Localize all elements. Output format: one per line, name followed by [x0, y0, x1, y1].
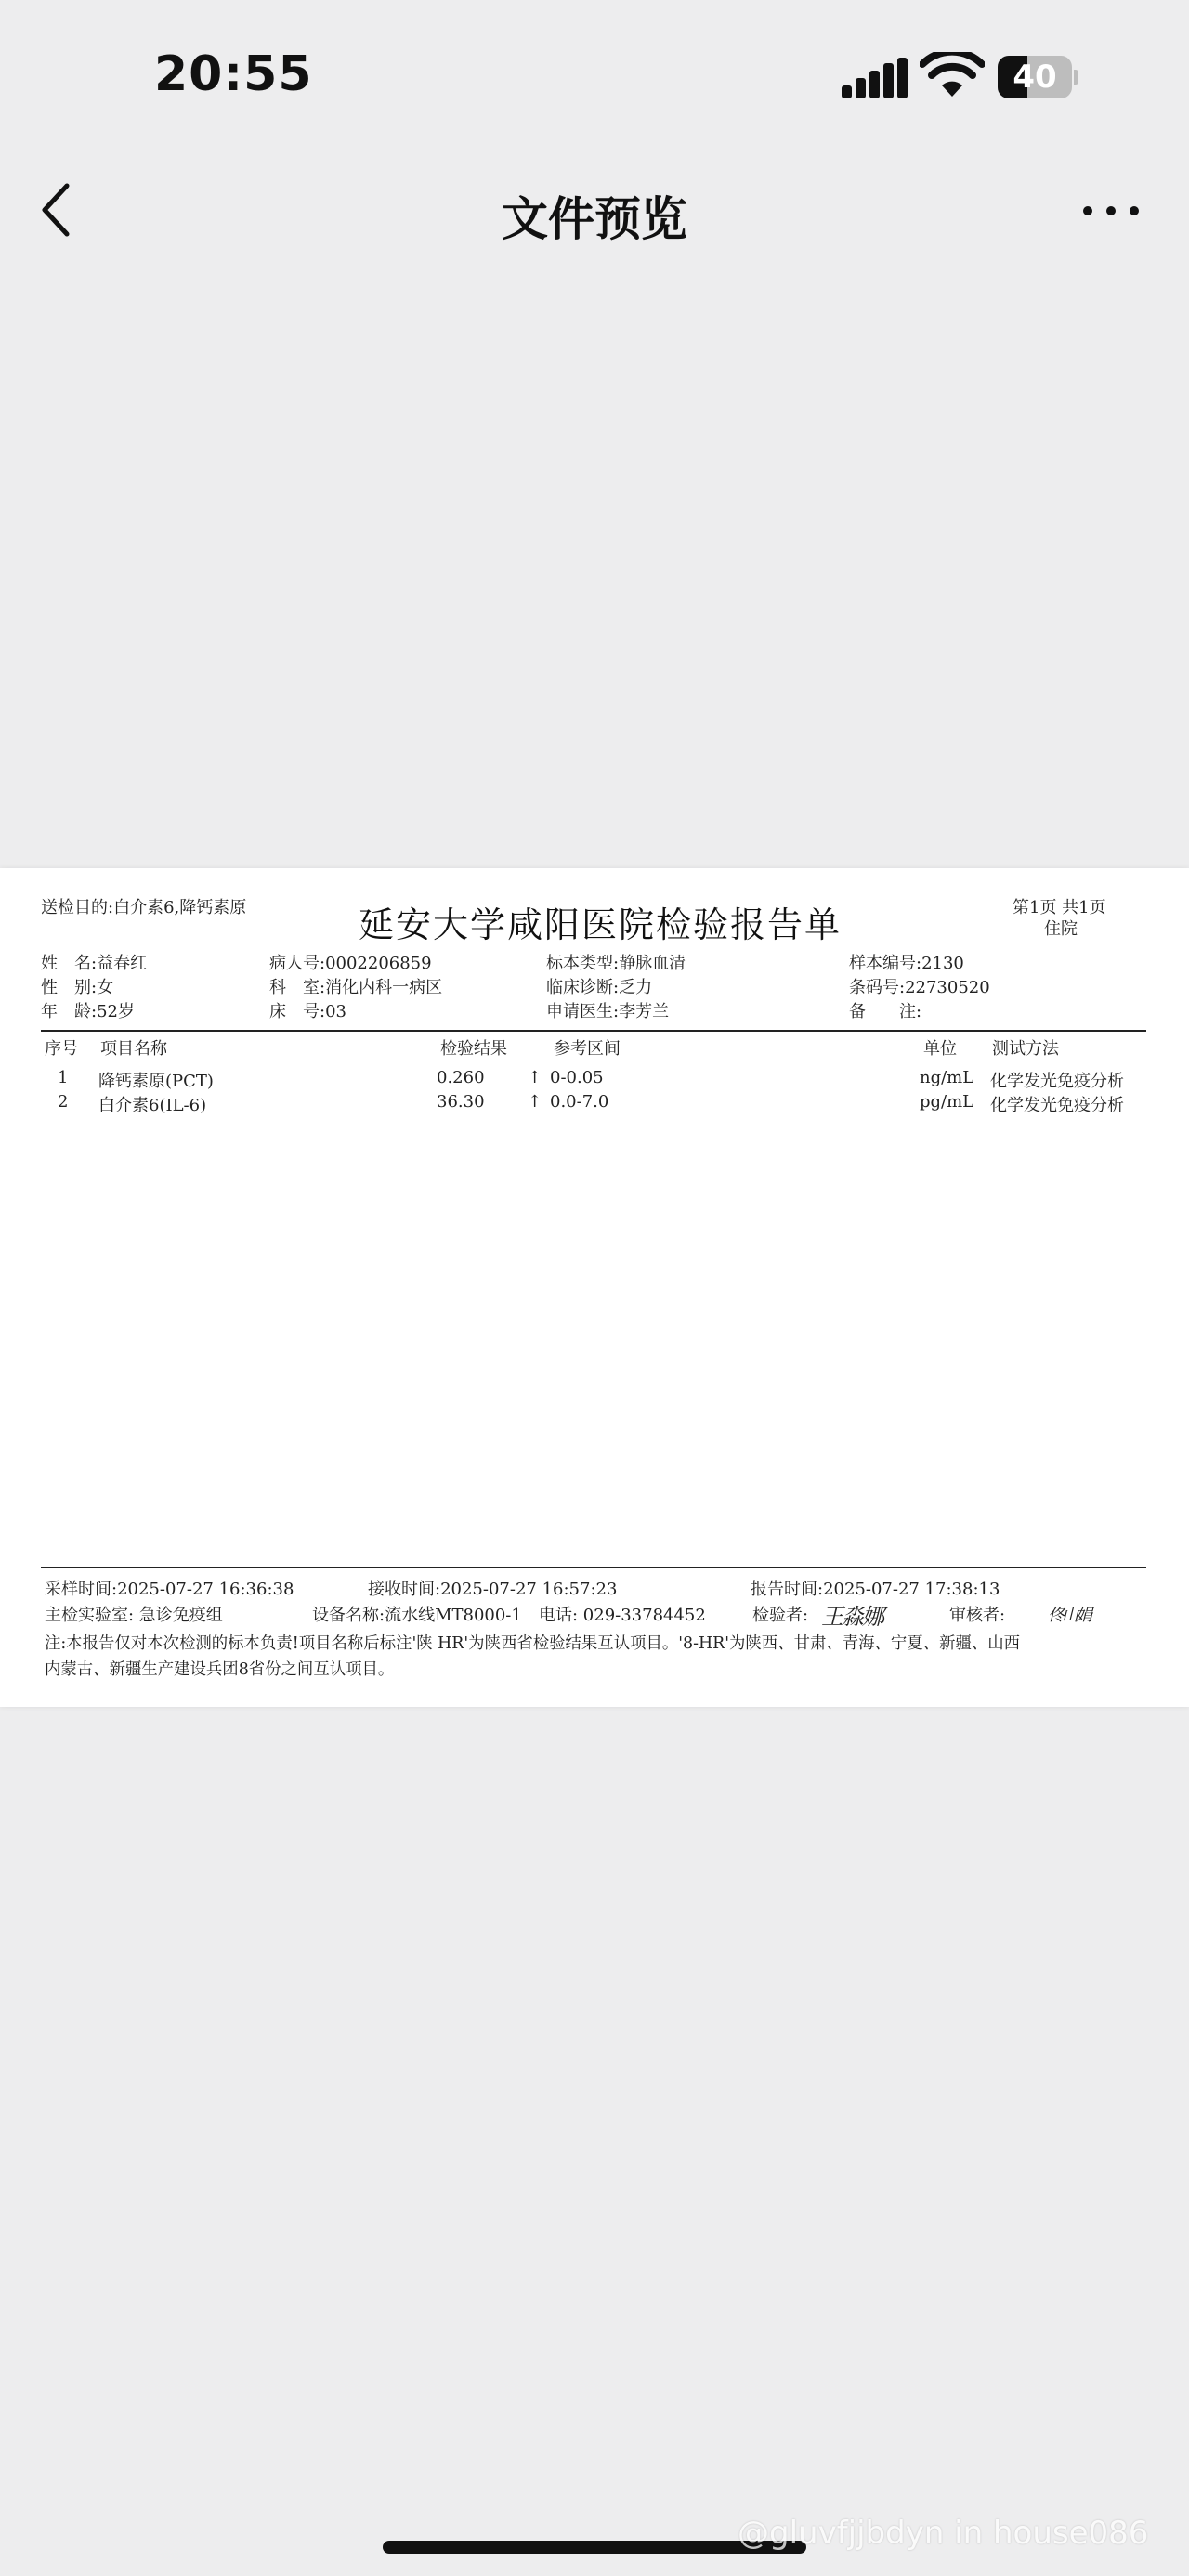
header-unit: 单位	[923, 1039, 957, 1059]
row-range: 0-0.05	[550, 1068, 604, 1087]
collect-time: 采样时间:2025-07-27 16:36:38	[45, 1580, 294, 1599]
table-top-rule	[41, 1030, 1146, 1032]
cellular-signal-icon	[842, 58, 907, 98]
remark: 备 注:	[849, 1002, 922, 1021]
purpose: 送检目的:白介素6,降钙素原	[41, 898, 247, 917]
status-bar	[0, 0, 1189, 139]
equipment: 设备名称:流水线MT8000-1	[312, 1606, 522, 1625]
patient-id: 病人号:0002206859	[269, 954, 432, 973]
ward-type: 住院	[1044, 919, 1078, 939]
bed-no: 床 号:03	[269, 1002, 346, 1021]
department: 科 室:消化内科一病区	[269, 978, 443, 997]
report-document[interactable]	[0, 868, 1189, 1707]
doctor: 申请医生:李芳兰	[546, 1002, 670, 1021]
wifi-icon	[920, 52, 985, 98]
row-result: 0.260	[437, 1068, 485, 1087]
row-result: 36.30	[437, 1092, 485, 1112]
header-method: 测试方法	[992, 1039, 1059, 1059]
header-range: 参考区间	[554, 1039, 621, 1059]
battery-icon	[998, 56, 1079, 100]
note-line-1: 注:本报告仅对本次检测的标本负责!项目名称后标注'陕 HR'为陕西省检验结果互认项目。'8-HR'为陕西、甘肃、青海、宁夏、新疆、山西	[45, 1634, 1021, 1653]
receive-time: 接收时间:2025-07-27 16:57:23	[368, 1580, 618, 1599]
tester-signature: 王淼娜	[821, 1604, 882, 1630]
header-item: 项目名称	[100, 1039, 167, 1059]
reviewer-signature: 佟山娟	[1048, 1606, 1090, 1625]
header-result: 检验结果	[440, 1039, 507, 1059]
sample-no: 样本编号:2130	[849, 954, 964, 973]
page-info: 第1页 共1页	[1013, 898, 1106, 917]
row-unit: pg/mL	[920, 1092, 974, 1112]
row-method: 化学发光免疫分析	[990, 1072, 1124, 1091]
patient-sex: 性 别:女	[41, 978, 114, 997]
reviewer-label: 审核者:	[949, 1606, 1006, 1625]
header-seq: 序号	[45, 1039, 78, 1059]
report-title: 延安大学咸阳医院检验报告单	[359, 904, 843, 945]
row-unit: ng/mL	[920, 1068, 974, 1087]
row-range: 0.0-7.0	[550, 1092, 609, 1112]
more-dots-icon[interactable]	[1078, 193, 1144, 227]
row-flag: ↑	[528, 1092, 542, 1112]
row-seq: 2	[58, 1092, 69, 1112]
row-item: 降钙素原(PCT)	[98, 1072, 214, 1091]
page-title: 文件预览	[502, 192, 687, 246]
battery-percent: 40	[1013, 59, 1057, 96]
patient-name: 姓 名:益春红	[41, 954, 148, 973]
phone: 电话: 029-33784452	[539, 1606, 706, 1625]
diagnosis: 临床诊断:乏力	[546, 978, 653, 997]
row-seq: 1	[58, 1068, 69, 1087]
note-line-2: 内蒙古、新疆生产建设兵团8省份之间互认项目。	[45, 1660, 395, 1679]
lab: 主检实验室: 急诊免疫组	[45, 1606, 223, 1625]
tester-label: 检验者:	[752, 1606, 809, 1625]
report-time: 报告时间:2025-07-27 17:38:13	[751, 1580, 1000, 1599]
footer-rule	[41, 1567, 1146, 1568]
watermark: @gluvfjjbdyn in house086	[738, 2515, 1149, 2552]
patient-age: 年 龄:52岁	[41, 1002, 135, 1021]
nav-bar	[0, 139, 1189, 279]
barcode: 条码号:22730520	[849, 978, 990, 997]
specimen-type: 标本类型:静脉血清	[546, 954, 686, 973]
status-time: 20:55	[154, 46, 313, 102]
row-item: 白介素6(IL-6)	[98, 1096, 207, 1115]
row-method: 化学发光免疫分析	[990, 1096, 1124, 1115]
row-flag: ↑	[528, 1068, 542, 1087]
